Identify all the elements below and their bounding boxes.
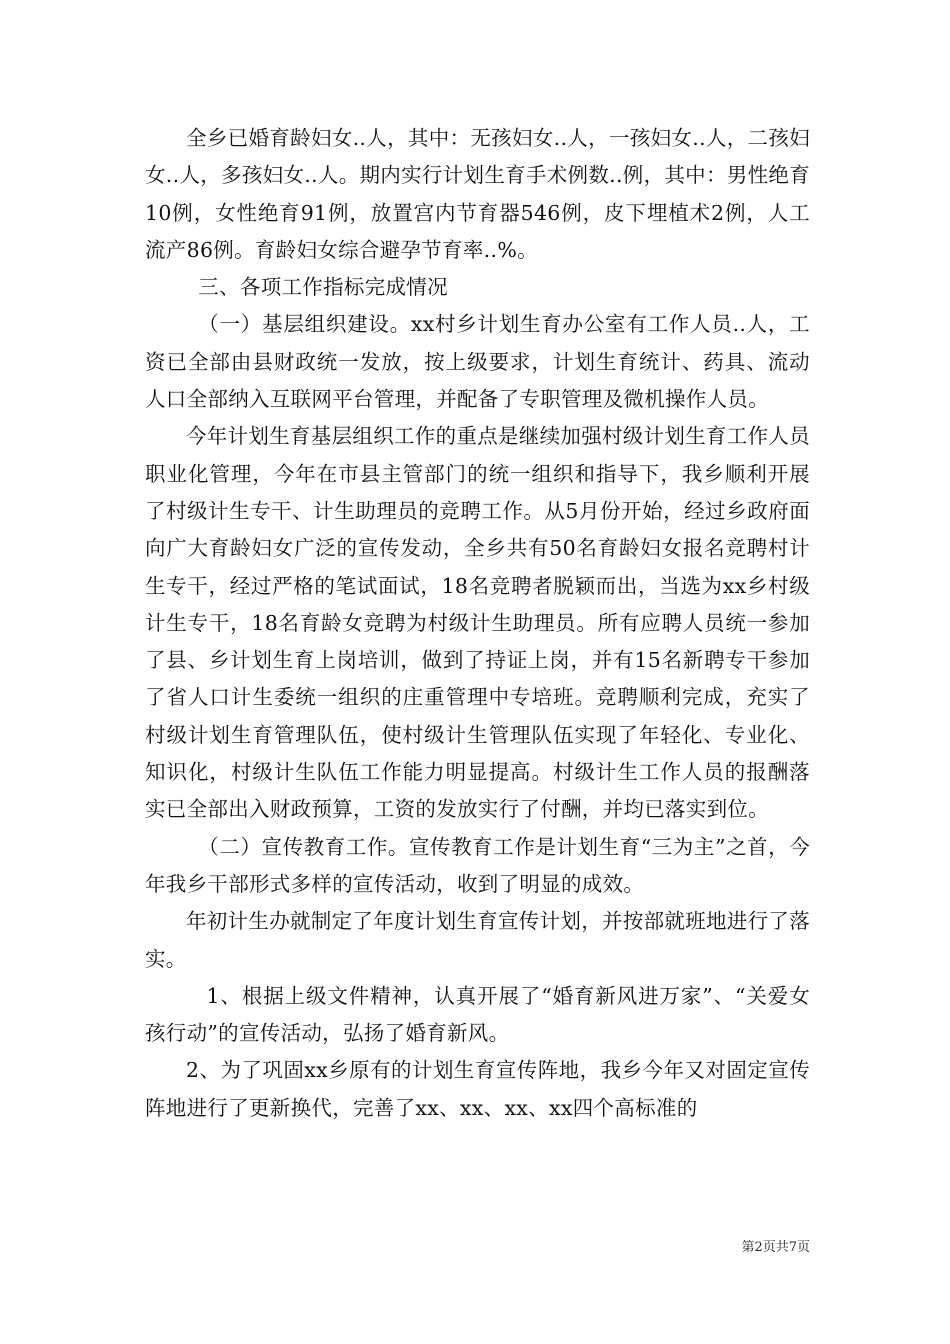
paragraph-annual-plan: 年初计生办就制定了年度计划生育宣传计划，并按部就班地进行了落实。 (145, 909, 810, 971)
page-number-footer: 第2页共7页 (741, 1240, 810, 1255)
document-body (145, 120, 810, 1127)
paragraph-grassroots-organization: （一）基层组织建设。xx村乡计划生育办公室有工作人员..人，工资已全部由县财政统一发放，按上级要求，计划生育统计、药具、流动人口全部纳入互联网平台管理，并配备了专职管理及微机操作人员。 (145, 312, 810, 412)
paragraph-item-2: 2、为了巩固xx乡原有的计划生育宣传阵地，我乡今年又对固定宣传阵地进行了更新换代，完善了xx、xx、xx、xx四个高标准的 (145, 1058, 810, 1120)
paragraph-statistics: 全乡已婚育龄妇女..人，其中：无孩妇女..人，一孩妇女..人，二孩妇女..人，多孩妇女..人。期内实行计划生育手术例数..例，其中：男性绝育10例，女性绝育91例，放置宫内节育器546例，皮下埋植术2例，人工流产86例。育龄妇女综合避孕节育率..%。 (145, 126, 810, 262)
paragraph-item-1: 1、根据上级文件精神，认真开展了“婚育新风进万家”、“关爱女孩行动”的宣传活动，弘扬了婚育新风。 (145, 983, 810, 1046)
paragraph-recruitment: 今年计划生育基层组织工作的重点是继续加强村级计划生育工作人员职业化管理，今年在市县主管部门的统一组织和指导下，我乡顺利开展了村级计生专干、计生助理员的竞聘工作。从5月份开始，经过乡政府面向广大育龄妇女广泛的宣传发动，全乡共有50名育龄妇女报名竞聘村计生专干，经过严格的笔试面试，18名竞聘者脱颖而出，当选为xx乡村级计生专干，18名育龄女竞聘为村级计生助理员。所有应聘人员统一参加了县、乡计划生育上岗培训，做到了持证上岗，并有15名新聘专干参加了省人口计生委统一组织的庄重管理中专培班。竞聘顺利完成，充实了村级计划生育管理队伍，使村级计生管理队伍实现了年轻化、专业化、知识化，村级计生队伍工作能力明显提高。村级计生工作人员的报酬落实已全部出入财政预算，工资的发放实行了付酬，并均已落实到位。 (145, 424, 810, 822)
section-heading-indicators: 三、各项工作指标完成情况 (198, 275, 448, 300)
paragraph-publicity-education: （二）宣传教育工作。宣传教育工作是计划生育“三为主”之首，今年我乡干部形式多样的宣传活动，收到了明显的成效。 (145, 834, 810, 896)
